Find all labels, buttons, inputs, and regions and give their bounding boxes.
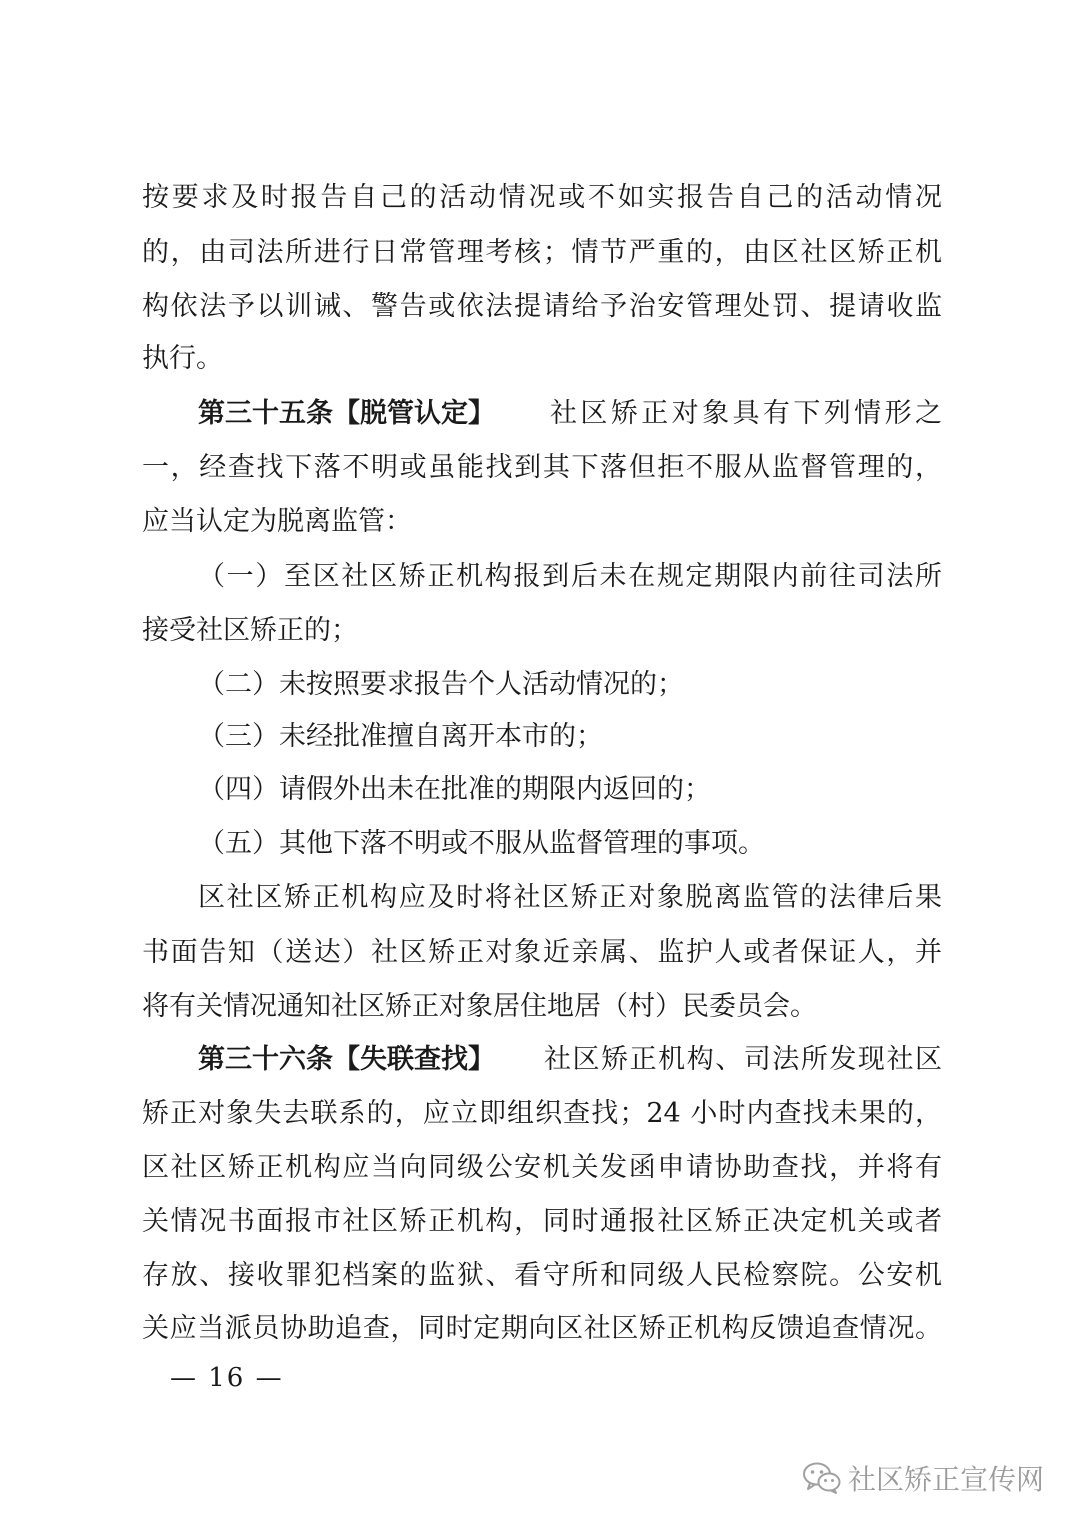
text-line: 按要求及时报告自己的活动情况或不如实报告自己的活动情况 xyxy=(142,182,942,213)
text-line: 应当认定为脱离监管： xyxy=(142,506,412,537)
text-line: 构依法予以训诫、警告或依法提请给予治安管理处罚、提请收监 xyxy=(142,291,942,322)
list-item: （一）至区社区矫正机构报到后未在规定期限内前往司法所 xyxy=(198,561,942,592)
text-segment: 社区矫正机构、司法所发现社区 xyxy=(544,1044,942,1075)
text-line: 将有关情况通知社区矫正对象居住地居（村）民委员会。 xyxy=(142,991,817,1022)
page-number: — 16 — xyxy=(170,1363,284,1393)
list-item: 接受社区矫正的； xyxy=(142,615,358,646)
list-item: （五）其他下落不明或不服从监督管理的事项。 xyxy=(198,828,765,859)
text-line: 区社区矫正机构应当向同级公安机关发函申请协助查找，并将有 xyxy=(142,1152,942,1183)
list-item: （四）请假外出未在批准的期限内返回的； xyxy=(198,774,711,805)
watermark xyxy=(802,1458,1044,1498)
text-line: 矫正对象失去联系的，应立即组织查找；24 小时内查找未果的， xyxy=(142,1098,942,1129)
text-line: 存放、接收罪犯档案的监狱、看守所和同级人民检察院。公安机 xyxy=(142,1260,942,1291)
text-line: 书面告知（送达）社区矫正对象近亲属、监护人或者保证人，并 xyxy=(142,937,942,968)
watermark-text: 社区矫正宣传网 xyxy=(847,1463,1044,1496)
text-line: 关应当派员协助追查，同时定期向区社区矫正机构反馈追查情况。 xyxy=(142,1313,942,1344)
list-item: （三）未经批准擅自离开本市的； xyxy=(198,721,603,752)
text-line: 一，经查找下落不明或虽能找到其下落但拒不服从监督管理的， xyxy=(142,452,942,483)
list-item: （二）未按照要求报告个人活动情况的； xyxy=(198,669,684,700)
article-36-heading: 第三十六条【失联查找】 xyxy=(198,1044,495,1075)
article-36-line xyxy=(198,1042,942,1078)
text-line: 的，由司法所进行日常管理考核；情节严重的，由区社区矫正机 xyxy=(142,237,942,268)
text-line: 区社区矫正机构应及时将社区矫正对象脱离监管的法律后果 xyxy=(198,882,942,913)
text-segment: 社区矫正对象具有下列情形之 xyxy=(550,398,942,429)
wechat-icon xyxy=(802,1461,842,1495)
article-35-heading: 第三十五条【脱管认定】 xyxy=(198,398,495,429)
text-line: 执行。 xyxy=(142,343,223,374)
text-line: 关情况书面报市社区矫正机构，同时通报社区矫正决定机关或者 xyxy=(142,1206,942,1237)
article-35-line xyxy=(198,396,942,432)
